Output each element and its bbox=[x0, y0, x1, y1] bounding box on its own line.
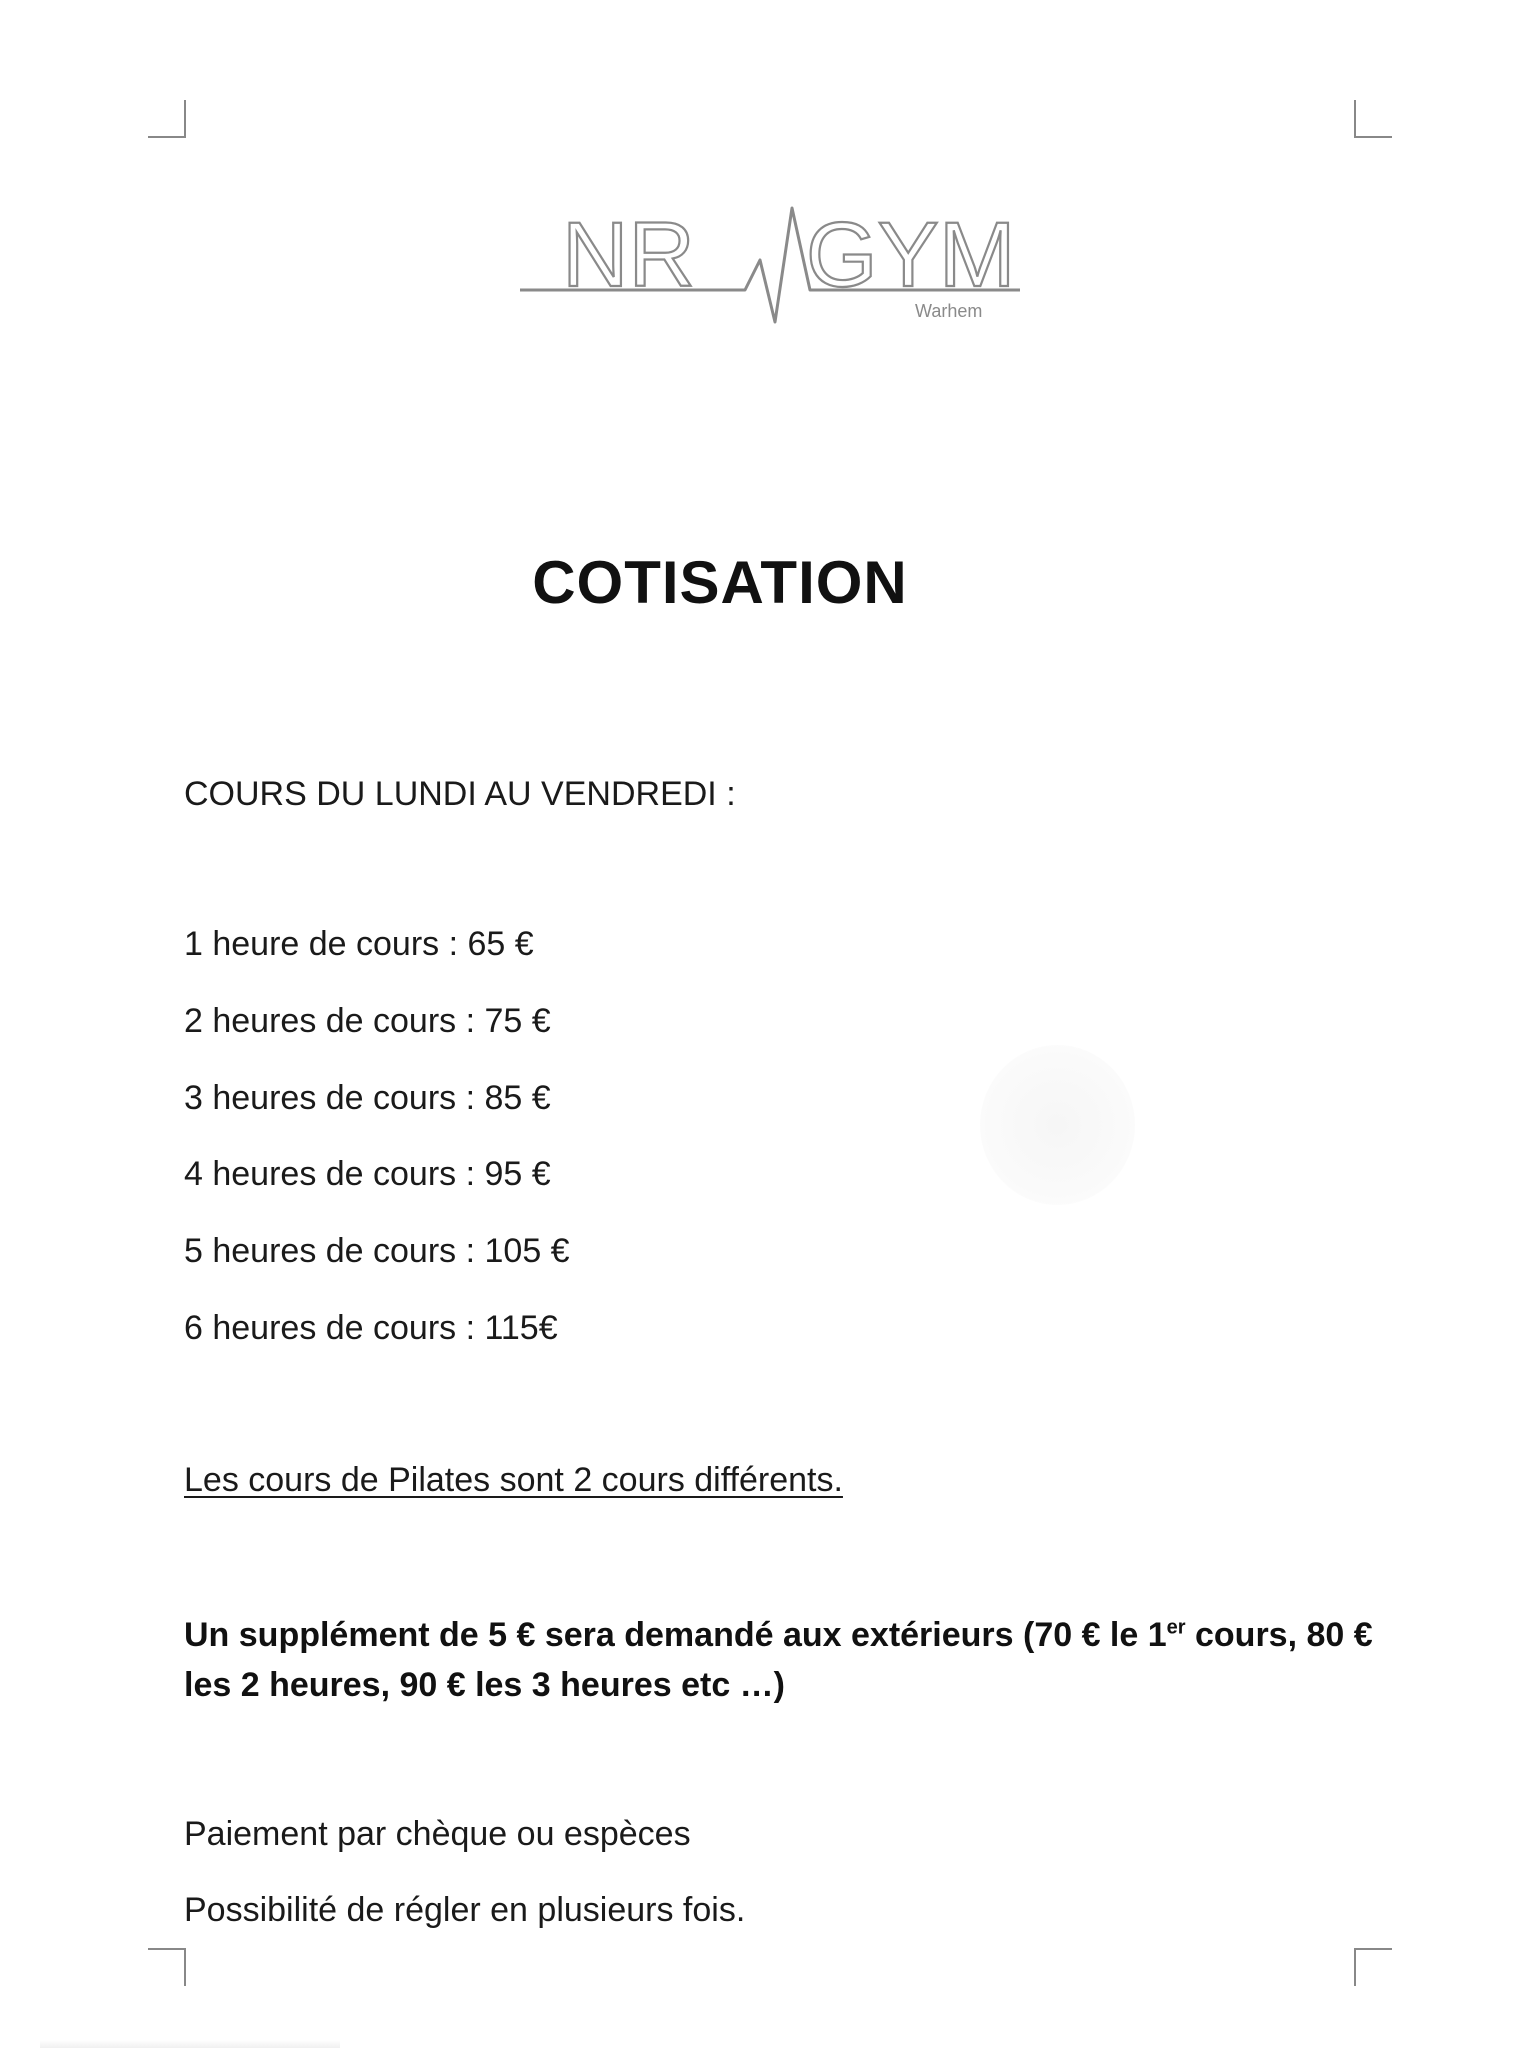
installments-note: Possibilité de régler en plusieurs fois. bbox=[184, 1891, 746, 1929]
page-title: COTISATION bbox=[532, 549, 908, 616]
crop-mark-bottom-left bbox=[148, 1948, 186, 1986]
supplement-text-part2: cours, 80 € les 2 heures, 90 € les 3 heures etc …) bbox=[184, 1616, 1373, 1704]
supplement-text-part1: Un supplément de 5 € sera demandé aux extérieurs (70 € le 1 bbox=[184, 1616, 1167, 1654]
price-item: 1 heure de cours : 65 € bbox=[184, 925, 534, 963]
price-item: 4 heures de cours : 95 € bbox=[184, 1155, 551, 1194]
watermark-blob bbox=[980, 1045, 1135, 1205]
price-item: 2 heures de cours : 75 € bbox=[184, 1001, 551, 1040]
section-heading: COURS DU LUNDI AU VENDREDI : bbox=[184, 775, 736, 813]
page-edge-shadow bbox=[40, 2040, 340, 2048]
payment-methods: Paiement par chèque ou espèces bbox=[184, 1815, 691, 1853]
price-item: 3 heures de cours : 85 € bbox=[184, 1078, 551, 1117]
nrgym-logo bbox=[520, 190, 1020, 350]
pilates-note: Les cours de Pilates sont 2 cours différents. bbox=[184, 1461, 843, 1499]
price-item: 5 heures de cours : 105 € bbox=[184, 1232, 570, 1271]
supplement-superscript: er bbox=[1166, 1616, 1186, 1639]
supplement-notice bbox=[184, 1610, 1384, 1710]
crop-mark-top-right bbox=[1354, 100, 1392, 138]
logo-gym-text: GYM bbox=[806, 204, 1016, 306]
crop-mark-bottom-right bbox=[1354, 1948, 1392, 1986]
price-list bbox=[184, 924, 570, 1385]
logo-location-text: Warhem bbox=[915, 301, 983, 321]
crop-mark-top-left bbox=[148, 100, 186, 138]
price-item: 6 heures de cours : 115€ bbox=[184, 1308, 558, 1347]
logo-nr-text: NR bbox=[562, 204, 695, 306]
